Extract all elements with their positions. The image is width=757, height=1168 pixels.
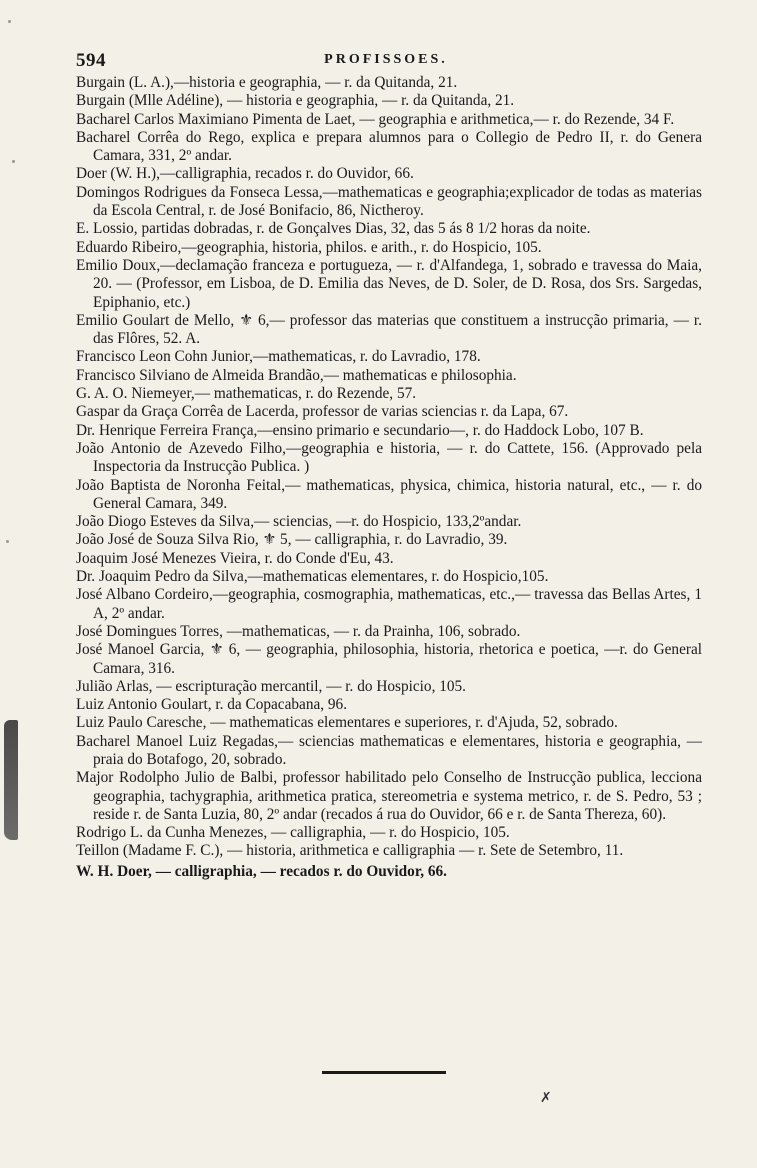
edge-spot bbox=[6, 540, 9, 543]
edge-spot bbox=[12, 160, 15, 163]
list-item: Bacharel Manoel Luiz Regadas,— sciencias mathematicas e elementares, historia e geographia, — praia do Botafogo, 20, sobrado. bbox=[76, 732, 702, 768]
page-header bbox=[76, 50, 696, 74]
list-item: Emilio Goulart de Mello, ⚜ 6,— professor das materias que constituem a instrucção primaria, — r. das Flôres, 52. A. bbox=[76, 311, 702, 348]
list-item: Major Rodolpho Julio de Balbi, professor habilitado pelo Conselho de Instrucção publica, lecciona geographia, tachygraphia, arithmetica pratica, stereometria e systema metrico, r. de S. Pedro, 53 ; reside r. de Santa Luzia, 80, 2º andar (recados á rua do Ouvidor, 66 e r. de Santa Thereza, 60). bbox=[76, 769, 702, 823]
list-item: Joaquim José Menezes Vieira, r. do Conde d'Eu, 43. bbox=[76, 549, 394, 567]
list-item: Doer (W. H.),—calligraphia, recados r. do Ouvidor, 66. bbox=[76, 165, 414, 183]
list-item: João Baptista de Noronha Feital,— mathematicas, physica, chimica, historia natural, etc., — r. do General Camara, 349. bbox=[76, 476, 702, 512]
running-head: PROFISSOES. bbox=[324, 52, 448, 67]
edge-spot bbox=[8, 20, 11, 23]
list-item: João Diogo Esteves da Silva,— sciencias, —r. do Hospicio, 133,2ºandar. bbox=[76, 513, 522, 531]
page-number: 594 bbox=[76, 50, 106, 71]
list-item: Julião Arlas, — escripturação mercantil, — r. do Hospicio, 105. bbox=[76, 677, 466, 695]
list-item: Domingos Rodrigues da Fonseca Lessa,—mathematicas e geographia;explicador de todas as materias da Escola Central, r. de José Bonifacio, 86, Nictheroy. bbox=[76, 183, 702, 220]
directory-entries bbox=[76, 74, 702, 881]
list-item: G. A. O. Niemeyer,— mathematicas, r. do Rezende, 57. bbox=[76, 385, 417, 403]
list-item: Bacharel Corrêa do Rego, explica e prepara alumnos para o Collegio de Pedro II, r. do Genera Camara, 331, 2º andar. bbox=[76, 128, 702, 165]
list-item: Rodrigo L. da Cunha Menezes, — calligraphia, — r. do Hospicio, 105. bbox=[76, 824, 510, 842]
list-item: Luiz Paulo Caresche, — mathematicas elementares e superiores, r. d'Ajuda, 52, sobrado. bbox=[76, 714, 618, 732]
list-item: José Albano Cordeiro,—geographia, cosmographia, mathematicas, etc.,— travessa das Bellas Artes, 1 A, 2º andar. bbox=[76, 586, 702, 622]
list-item: Teillon (Madame F. C.), — historia, arithmetica e calligraphia — r. Sete de Setembro, 11. bbox=[76, 842, 624, 860]
list-item: Burgain (Mlle Adéline), — historia e geographia, — r. da Quitanda, 21. bbox=[76, 92, 515, 110]
closing-rule bbox=[322, 1071, 446, 1074]
list-item: Burgain (L. A.),—historia e geographia, — r. da Quitanda, 21. bbox=[76, 74, 458, 91]
list-item: João Antonio de Azevedo Filho,—geographia e historia, — r. do Cattete, 156. (Approvado pela Inspectoria da Instrucção Publica. ) bbox=[76, 439, 702, 476]
list-item: Dr. Joaquim Pedro da Silva,—mathematicas elementares, r. do Hospicio,105. bbox=[76, 568, 549, 586]
list-item: João José de Souza Silva Rio, ⚜ 5, — calligraphia, r. do Lavradio, 39. bbox=[76, 531, 508, 549]
list-item: Francisco Silviano de Almeida Brandão,— mathematicas e philosophia. bbox=[76, 366, 517, 384]
binding-stain bbox=[4, 720, 18, 840]
list-item: E. Lossio, partidas dobradas, r. de Gonçalves Dias, 32, das 5 ás 8 1/2 horas da noite. bbox=[76, 220, 591, 238]
list-item: Eduardo Ribeiro,—geographia, historia, philos. e arith., r. do Hospicio, 105. bbox=[76, 238, 542, 256]
list-item: José Domingues Torres, —mathematicas, — r. da Prainha, 106, sobrado. bbox=[76, 622, 521, 640]
list-item: Gaspar da Graça Corrêa de Lacerda, professor de varias sciencias r. da Lapa, 67. bbox=[76, 403, 569, 421]
list-item: Emilio Doux,—declamação franceza e portugueza, — r. d'Alfandega, 1, sobrado e travessa do Maia, 20. — (Professor, em Lisboa, de D. Emilia das Neves, de D. Soler, de D. Rosa, dos Srs. Sargedas, Epiphanio, etc.) bbox=[76, 256, 702, 311]
list-item: Francisco Leon Cohn Junior,—mathematicas, r. do Lavradio, 178. bbox=[76, 348, 481, 366]
ink-mark-icon: ✗ bbox=[540, 1091, 552, 1106]
last-entry: W. H. Doer, — calligraphia, — recados r. do Ouvidor, 66. bbox=[76, 862, 447, 880]
list-item: José Manoel Garcia, ⚜ 6, — geographia, philosophia, historia, rhetorica e poetica, —r. do General Camara, 316. bbox=[76, 641, 702, 677]
list-item: Bacharel Carlos Maximiano Pimenta de Laet, — geographia e arithmetica,— r. do Rezende, 34 F. bbox=[76, 110, 675, 128]
list-item: Dr. Henrique Ferreira França,—ensino primario e secundario—, r. do Haddock Lobo, 107 B. bbox=[76, 421, 644, 439]
list-item: Luiz Antonio Goulart, r. da Copacabana, 96. bbox=[76, 696, 348, 714]
